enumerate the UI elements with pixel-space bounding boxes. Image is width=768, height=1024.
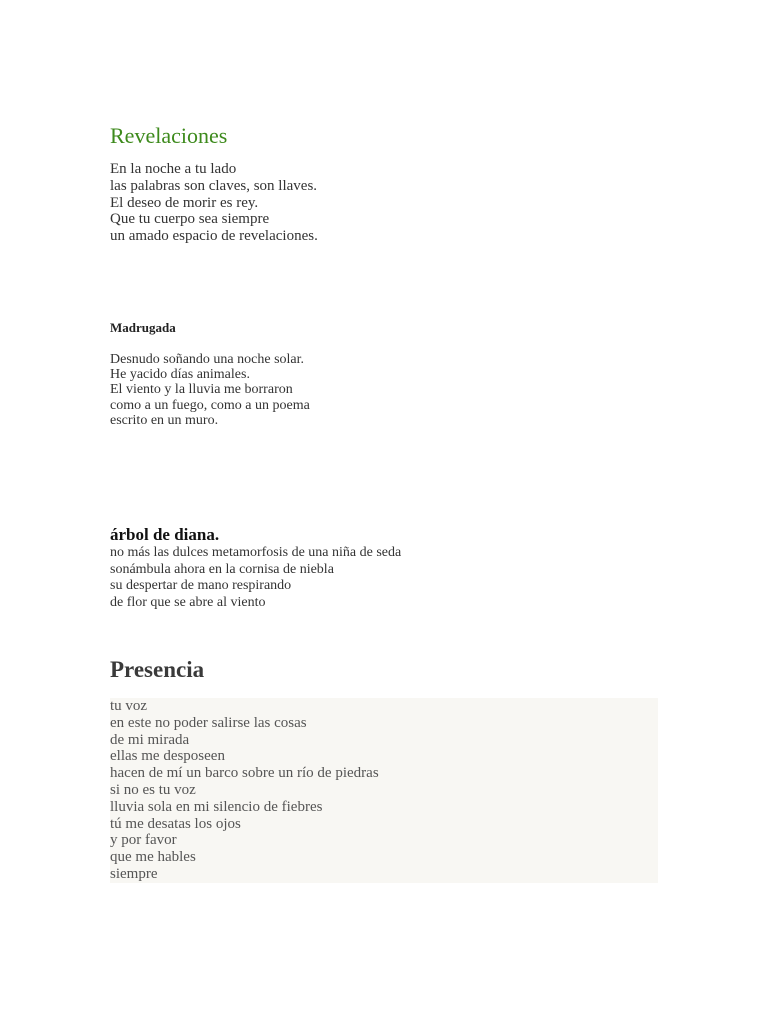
poem-body bbox=[110, 161, 658, 245]
poem-line: hacen de mí un barco sobre un río de piedras bbox=[110, 765, 379, 782]
poem-body bbox=[110, 352, 658, 428]
poem-line: no más las dulces metamorfosis de una niña de seda bbox=[110, 545, 402, 560]
poem-line: siempre bbox=[110, 865, 158, 882]
poem-line: Que tu cuerpo sea siempre bbox=[110, 211, 270, 228]
poem-line: como a un fuego, como a un poema bbox=[110, 397, 310, 413]
poem-body bbox=[110, 698, 658, 883]
poem-line: tu voz bbox=[110, 698, 148, 714]
poem-line: El deseo de morir es rey. bbox=[110, 194, 259, 211]
poem-line: que me hables bbox=[110, 849, 196, 866]
poem-line: lluvia sola en mi silencio de fiebres bbox=[110, 798, 323, 815]
poem-line: He yacido días animales. bbox=[110, 367, 250, 383]
poem-line: las palabras son claves, son llaves. bbox=[110, 177, 318, 194]
poem-line: En la noche a tu lado bbox=[110, 161, 237, 177]
poem-arbol-de-diana bbox=[110, 525, 658, 611]
poem-title: Madrugada bbox=[110, 320, 176, 335]
poem-revelaciones bbox=[110, 121, 658, 245]
poem-madrugada bbox=[110, 320, 658, 428]
poem-presencia bbox=[110, 656, 658, 883]
poem-line: de flor que se abre al viento bbox=[110, 594, 266, 610]
poem-line: Desnudo soñando una noche solar. bbox=[110, 352, 305, 367]
poem-title: árbol de diana. bbox=[110, 525, 220, 544]
poem-line: tú me desatas los ojos bbox=[110, 815, 241, 832]
poem-body bbox=[110, 545, 658, 611]
poem-line: sonámbula ahora en la cornisa de niebla bbox=[110, 561, 334, 577]
poem-line: si no es tu voz bbox=[110, 781, 196, 798]
poem-line: ellas me desposeen bbox=[110, 748, 225, 765]
poem-line: su despertar de mano respirando bbox=[110, 578, 292, 594]
poem-line: y por favor bbox=[110, 832, 177, 849]
poem-title: Presencia bbox=[110, 657, 205, 682]
poem-line: de mi mirada bbox=[110, 731, 190, 748]
poem-line: en este no poder salirse las cosas bbox=[110, 714, 307, 731]
poem-line: un amado espacio de revelaciones. bbox=[110, 228, 318, 245]
poem-line: El viento y la lluvia me borraron bbox=[110, 382, 293, 398]
poem-line: escrito en un muro. bbox=[110, 412, 219, 428]
poem-title: Revelaciones bbox=[110, 123, 228, 148]
